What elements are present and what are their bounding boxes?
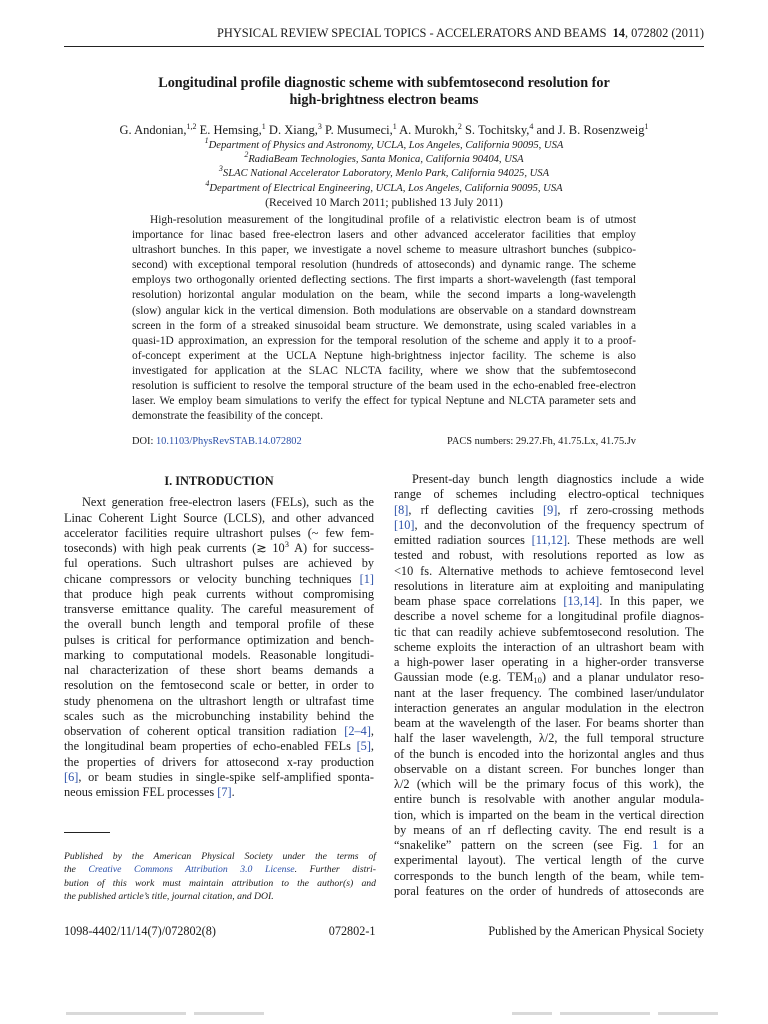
doi-row [132, 436, 636, 447]
text-run: resolution on the femtosecond scale or better, in order to [64, 678, 374, 693]
text-line [394, 503, 704, 518]
text-run: “snakelike” pattern on the screen (see Fig. [394, 838, 653, 852]
citation-link[interactable]: Creative Commons Attribution 3.0 License [88, 864, 295, 876]
text-run: study phenomena on the ultrashort length or ultrafast time [64, 693, 374, 708]
citation-link[interactable]: [2–4] [344, 724, 371, 738]
text-line [394, 548, 704, 563]
title-line: Longitudinal profile diagnostic scheme with subfemtosecond resolution for [158, 75, 610, 91]
text-run: a high-power laser operating in a higher-order transverse [394, 655, 704, 669]
text-run: , [370, 739, 374, 754]
license-footnote [64, 850, 376, 903]
text-run: the properties of drivers for attosecond x-ray production [64, 754, 374, 769]
article-number: , 072802 (2011) [624, 26, 704, 40]
text-run: resolutions in literature aim at exploiting and manipulating [394, 578, 704, 593]
citation-link[interactable]: [5] [356, 739, 371, 754]
abstract-line: laser. We employ beam simulations to verify the effect for typical Neptune and NLCTA parameter sets and [132, 395, 636, 408]
text-run: scheme exploits the interaction of an ultrashort beam with [394, 639, 704, 654]
affiliation-number: 3 [218, 164, 223, 174]
footer-publisher: Published by the American Physical Society [488, 924, 704, 938]
text-line [64, 541, 374, 556]
author-affiliation-mark: 1,2 [186, 122, 197, 131]
header-rule [64, 46, 704, 47]
affiliation-number: 1 [204, 136, 209, 145]
text-run: tested and robust, with resolutions reported as low as [394, 548, 704, 563]
received-date: (Received 10 March 2011; published 13 July 2011) [265, 195, 503, 209]
text-run: neous emission FEL processes [64, 785, 218, 799]
text-run: accelerator facilities require ultrashort pulses (~ few fem- [64, 525, 374, 540]
text-run: , rf zero-crossing methods [557, 502, 704, 517]
citation-link[interactable]: [7] [217, 785, 232, 799]
affiliation [64, 150, 704, 167]
text-run: Linac Coherent Light Source (LCLS), and other advanced [64, 510, 374, 525]
text-run: , or beam studies in single-spike self-amplified sponta- [78, 769, 374, 784]
text-run: describe a novel scheme for a longitudinal profile diagnos- [394, 609, 704, 624]
text-line [64, 850, 376, 863]
citation-link[interactable]: 1 [652, 838, 659, 852]
next-page-edge [0, 1012, 768, 1024]
subscript: 10 [533, 675, 542, 686]
text-run: . [231, 785, 235, 799]
text-run: interaction generates an angular modulation in the electron [394, 700, 704, 715]
right-column [394, 472, 704, 899]
text-run: the [64, 864, 89, 876]
affiliation-text: Department of Electrical Engineering, UCLA, Los Angeles, California 90095, USA [209, 182, 563, 194]
author-affiliation-mark: 3 [317, 122, 322, 131]
text-line [64, 770, 374, 785]
abstract-line: resolution is sufficient to resolve the temporal structure of the beam used in the echo-enabled free-electron [132, 380, 636, 393]
text-run: chicane compressors or velocity bunching techniques [64, 571, 360, 586]
text-line [64, 587, 374, 602]
text-line [394, 609, 704, 624]
abstract-line: resolution) horizontal angular modulation on the beam, while the second imparts a long-wavelength [132, 289, 636, 302]
text-run: half the laser wavelength, λ/2, the full temporal structure [394, 731, 704, 746]
volume-number: 14 [612, 26, 625, 40]
text-run: bution of this work must maintain attribution to the author(s) and [64, 877, 376, 889]
text-run: ful operations. Such ultrashort pulses are achieved by [64, 556, 374, 571]
text-line [64, 633, 374, 648]
text-run: ) and a planar undulator reso- [541, 670, 704, 685]
abstract-line: High-resolution measurement of the longitudinal profile of a relativistic electron beam is of utmost [150, 214, 636, 226]
text-run: for an [658, 838, 704, 852]
text-line [394, 777, 704, 792]
abstract-line: (slow) angular kick in the vertical dimension. Both modulations are observable on a standard downstream [132, 304, 636, 317]
text-line [64, 572, 374, 587]
text-run: entire bunch is resolvable with another angular modula- [394, 792, 704, 807]
author-affiliation-mark: 4 [529, 122, 534, 131]
affiliations [64, 136, 704, 210]
affiliation-text: Department of Physics and Astronomy, UCLA, Los Angeles, California 90095, USA [208, 140, 564, 151]
text-line [64, 556, 374, 571]
left-column [64, 472, 374, 800]
text-line [64, 890, 376, 903]
text-line [394, 884, 704, 899]
citation-link[interactable]: [6] [64, 769, 79, 784]
text-run: observation of coherent optical transition radiation [64, 724, 345, 738]
text-run: , [370, 724, 374, 738]
affiliation [64, 136, 704, 153]
citation-link[interactable]: [11,12] [531, 533, 568, 547]
text-line [64, 526, 374, 541]
text-line [64, 785, 374, 800]
text-line [394, 747, 704, 762]
affiliation-text: RadiaBeam Technologies, Santa Monica, California 90404, USA [248, 154, 524, 166]
text-line [394, 792, 704, 807]
text-run: nal characterization of these short beams demands a [64, 663, 374, 677]
section-heading-introduction: I. INTRODUCTION [164, 474, 274, 488]
superscript: 3 [284, 539, 289, 549]
text-line [394, 762, 704, 777]
text-line [394, 686, 704, 701]
text-line [64, 755, 374, 770]
text-run: pulses is critical for performance optimization and bench- [64, 632, 374, 647]
text-run: . Further distri- [294, 864, 376, 876]
text-run: beam at the wavelength of the laser. For beams shorter than [394, 716, 704, 730]
text-run: Published by the American Physical Society under the terms of [64, 851, 376, 862]
text-line [64, 602, 374, 617]
footnote-rule [64, 832, 110, 833]
text-line [394, 472, 704, 487]
text-line [394, 625, 704, 640]
affiliation-text: SLAC National Accelerator Laboratory, Menlo Park, California 94025, USA [222, 168, 550, 180]
citation-link[interactable]: [13,14] [563, 594, 600, 608]
citation-link[interactable]: [1] [359, 571, 374, 586]
text-run: A) for success- [288, 541, 374, 555]
affiliation-number: 4 [205, 178, 210, 188]
text-run: emitted radiation sources [394, 533, 532, 547]
abstract-line: employs two orthogonally oriented deflecting sections. The first imparts a short-wavelength (fast temporal [132, 274, 636, 287]
citation-link[interactable]: [10] [394, 517, 415, 532]
citation-link[interactable]: [8] [394, 502, 409, 517]
abstract-line: demonstrate the feasibility of the concept. [132, 410, 324, 423]
author-affiliation-mark: 1 [392, 122, 397, 131]
text-line [64, 694, 374, 709]
text-run: observable on a distant screen. For bunches longer than [394, 761, 704, 776]
text-run: toseconds) with high peak currents (≳ 10 [64, 541, 285, 555]
text-run: <10 fs. Alternative methods to achieve femtosecond level [394, 563, 704, 578]
text-run: , rf deflecting cavities [408, 502, 543, 517]
doi-link[interactable]: 10.1103/PhysRevSTAB.14.072802 [155, 436, 302, 447]
text-run: range of schemes including electro-optical techniques [394, 487, 704, 502]
journal-name: PHYSICAL REVIEW SPECIAL TOPICS - ACCELERATORS AND BEAMS [217, 26, 607, 40]
author-list [64, 123, 704, 138]
text-run: λ/2 (which will be the primary focus of this work), the [394, 777, 704, 791]
footer-issn: 1098-4402/11/14(7)/072802(8) [64, 924, 216, 938]
text-line [394, 731, 704, 746]
text-line [64, 617, 374, 632]
title-line: high-brightness electron beams [289, 92, 479, 108]
author-name: P. Musumeci, [321, 123, 393, 137]
author-affiliation-mark: 1 [261, 122, 266, 131]
text-run: beam phase space correlations [394, 594, 564, 608]
text-line [64, 663, 374, 678]
text-line [394, 579, 704, 594]
author-name: D. Xiang, [265, 123, 318, 137]
text-line [394, 853, 704, 868]
text-line [394, 640, 704, 655]
text-run: Gaussian mode (e.g. TEM [394, 670, 534, 685]
text-line [394, 533, 704, 548]
text-line [394, 564, 704, 579]
text-run: . In this paper, we [599, 594, 704, 608]
text-run: poral features on the order of hundreds of attoseconds are [394, 883, 704, 898]
author-name: E. Hemsing, [196, 123, 262, 137]
abstract-line: quasi-1D approximation, an expression for the temporal resolution of the scheme and apply it to a proof- [132, 334, 636, 347]
citation-link[interactable]: [9] [542, 502, 558, 517]
text-run: Next generation free-electron lasers (FELs), such as the [82, 495, 374, 510]
text-run: marking to computational models. Reasonable longitudi- [64, 647, 374, 662]
text-run: the published article’s title, journal citation, and DOI. [64, 890, 274, 902]
text-run: Present-day bunch length diagnostics include a wide [412, 472, 704, 486]
abstract-line: importance for linac based free-electron lasers and other advanced accelerator facilities that employ [132, 229, 636, 242]
text-run: that produce high peak currents without compromising [64, 586, 374, 601]
text-line [64, 648, 374, 663]
text-run: tic that can readily achieve subfemtosecond resolution. The [394, 624, 704, 639]
footer-page-number: 072802-1 [328, 924, 376, 938]
doi-label: DOI: [132, 436, 156, 447]
text-run: tion, which is imparted on the beam in the vertical direction [394, 807, 704, 822]
text-line [394, 823, 704, 838]
text-line [394, 808, 704, 823]
abstract [132, 213, 636, 424]
text-line [394, 487, 704, 502]
text-run: . These methods are well [567, 533, 704, 547]
abstract-line: of-concept experiment at the UCLA Neptune high-brightness injector facility. The scheme is also [132, 349, 636, 362]
text-run: the longitudinal beam properties of echo-enabled FELs [64, 739, 357, 754]
doi [132, 436, 302, 447]
author-affiliation-mark: 1 [644, 122, 649, 131]
text-line [394, 518, 704, 533]
text-line [394, 869, 704, 884]
text-line [394, 670, 704, 685]
author-name: G. Andonian, [119, 123, 187, 137]
text-line [394, 838, 704, 853]
author-name: S. Tochitsky, [461, 123, 530, 137]
running-head [64, 26, 704, 44]
affiliation [64, 164, 704, 181]
text-run: the overall bunch length and temporal profile of these [64, 617, 374, 632]
text-run: experimental layout). The vertical length of the curve [394, 853, 704, 868]
abstract-line: ultrashort bunches. In this paper, we investigate a novel scheme to measure ultrashort bunches (subpico- [132, 244, 636, 257]
author-affiliation-mark: 2 [457, 122, 462, 131]
text-line [64, 678, 374, 693]
author-name: A. Murokh, [396, 123, 458, 137]
text-run: , and the deconvolution of the frequency spectrum of [414, 517, 704, 532]
introduction-paragraph [64, 495, 374, 800]
body-paragraph [394, 472, 704, 899]
author-name: and J. B. Rosenzweig [533, 123, 645, 137]
text-line [64, 511, 374, 526]
text-run: transverse emittance quality. The careful measurement of [64, 602, 374, 616]
text-run: by means of an rf deflecting cavity. The end result is a [394, 822, 704, 837]
abstract-line: investigated for application at the SLAC NLCTA facility, where we show that the subfemtosecond [132, 364, 636, 377]
text-line [394, 701, 704, 716]
pacs-numbers: PACS numbers: 29.27.Fh, 41.75.Lx, 41.75.Jv [447, 436, 636, 447]
text-line [394, 655, 704, 670]
affiliation-number: 2 [244, 150, 249, 160]
text-run: corresponds to the bunch length of the beam, while tem- [394, 868, 704, 883]
text-line [394, 594, 704, 609]
text-line [64, 709, 374, 724]
abstract-line: second) with exceptional temporal resolution (hundreds of attoseconds) and dynamic range. The scheme [132, 259, 636, 272]
text-run: of the bunch is encoded into the horizontal angles and thus [394, 746, 704, 761]
paper-title [100, 75, 668, 109]
text-line [394, 716, 704, 731]
affiliation [64, 178, 704, 196]
text-line [64, 739, 374, 754]
text-run: scales such as the microbunching instability behind the [64, 708, 374, 723]
page-footer [64, 924, 704, 939]
abstract-line: screen in the form of a streaked sinusoidal beam structure. We demonstrate, using scaled variables in a [132, 319, 636, 332]
text-run: nant at the laser frequency. The combined laser/undulator [394, 685, 704, 700]
text-line [64, 863, 376, 876]
text-line [64, 495, 374, 510]
text-line [64, 877, 376, 890]
text-line [64, 724, 374, 739]
